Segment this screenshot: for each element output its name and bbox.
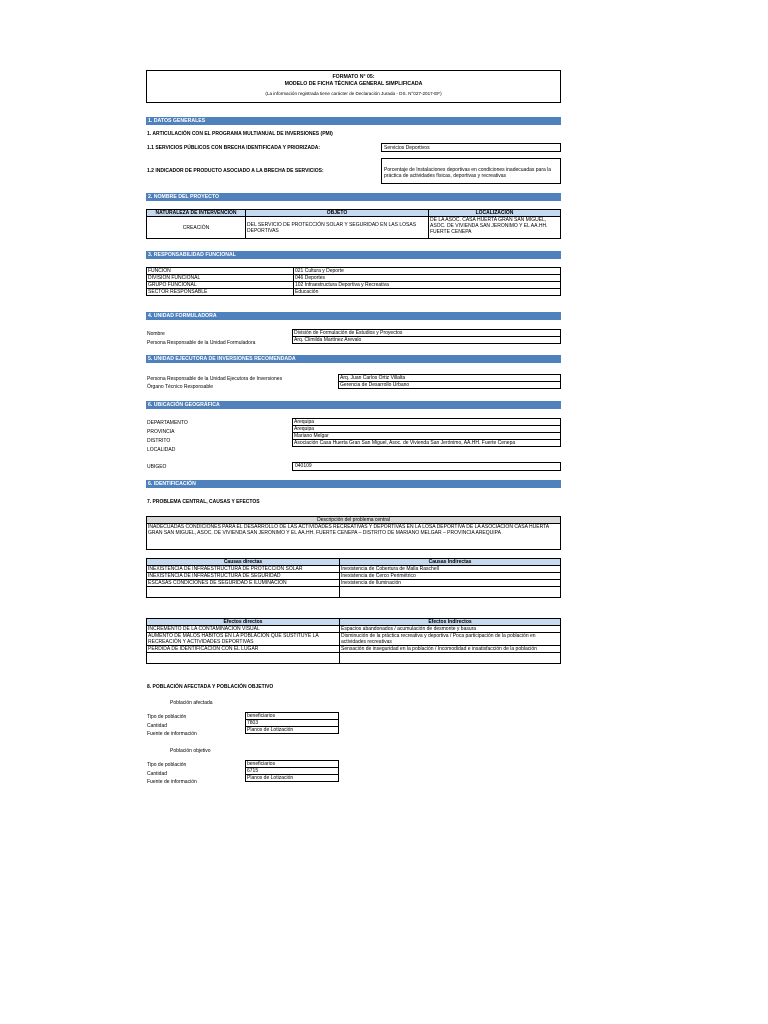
modelo-title: MODELO DE FICHA TÉCNICA GENERAL SIMPLIFICADA <box>284 81 423 87</box>
uf-nombre-label: Nombre <box>147 331 165 337</box>
departamento-value: Arequipa <box>293 419 561 426</box>
grupo-label: GRUPO FUNCIONAL <box>147 282 294 289</box>
efectos-directos-header: Efectos directos <box>147 619 340 626</box>
section-nombre-proyecto: 2. NOMBRE DEL PROYECTO <box>146 193 561 201</box>
servicios-value: Servicios Deportivos <box>381 143 561 152</box>
afectada-cantidad-label: Cantidad <box>147 723 168 729</box>
ubicacion-table <box>292 418 561 447</box>
declaracion-note: (La información registrada tiene carácter de Declaración Jurada - DS. N°027-2017-EF) <box>265 91 442 96</box>
efecto-indirecto-4 <box>340 653 561 664</box>
section-unidad-ejecutora: 5. UNIDAD EJECUTORA DE INVERSIONES RECOMENDADA <box>146 355 561 363</box>
efecto-directo-3: PERDIDA DE IDENTIFICACIÓN CON EL LUGAR <box>147 646 340 653</box>
problema-table <box>146 516 561 550</box>
funcion-label: FUNCIÓN <box>147 268 294 275</box>
section-responsabilidad: 3. RESPONSABILIDAD FUNCIONAL <box>146 251 561 259</box>
provincia-label: PROVINCIA <box>147 429 175 435</box>
causa-indirecta-1: Inexistencia de Cobertura de Malla Raschell <box>340 566 561 573</box>
ue-org-value: Gerencia de Desarrollo Urbano <box>339 382 561 389</box>
afectada-cantidad-value: 7803 <box>246 720 339 727</box>
uf-nombre-value: División de Formulación de Estudios y Proyectos <box>293 330 561 337</box>
sector-label: SECTOR RESPONSABLE <box>147 289 294 296</box>
afectada-tipo-value: beneficiarios <box>246 713 339 720</box>
objetivo-cantidad-value: 6715 <box>246 768 339 775</box>
efecto-indirecto-2: Disminución de la práctica recreativa y deportiva / Poca participación de la población en actividades recreativas <box>340 633 561 646</box>
objetivo-tipo-value: beneficiarios <box>246 761 339 768</box>
problema-desc: INADECUADAS CONDICIONES PARA EL DESARROLLO DE LAS ACTIVIDADES RECREATIVAS Y DEPORTIVAS EN LA LOSA DEPORTIVA DE LA ASOCIACIÓN CASA HUERTA GRAN SAN MIGUEL, ASOC. DE VIVIENDA SAN JERONIMO Y EL AA.HH. FUERTE CENEPA – DISTRITO DE MARIANO MELGAR – PROVINCIA AREQUIPA <box>147 524 561 550</box>
afectada-tipo-label: Tipo de población <box>147 714 187 720</box>
efecto-indirecto-1: Espacios abandonados / acumulación de desmonte y basura <box>340 626 561 633</box>
uf-resp-value: Arq. Climilda Martínez Arevalo <box>293 337 561 344</box>
nombre-proyecto-table <box>146 209 561 239</box>
servicios-label: 1.1 SERVICIOS PÚBLICOS CON BRECHA IDENTIFICADA Y PRIORIZADA: <box>147 145 320 151</box>
efecto-directo-1: INCREMENTO DE LA CONTAMINACIÓN VISUAL <box>147 626 340 633</box>
causas-directas-header: Causas directas <box>147 559 340 566</box>
afectada-fuente-value: Planos de Lotización <box>246 727 339 734</box>
localidad-value: Asociación Casa Huerta Gran San Miguel, Asoc. de Vivienda San Jerónimo, AA.HH. Fuerte Cenepa <box>293 440 561 447</box>
funcion-value: 021 Cultura y Deporte <box>294 268 561 275</box>
causa-directa-1: INEXISTENCIA DE INFRAESTRUCTURA DE PROTECCIÓN SOLAR <box>147 566 340 573</box>
efecto-indirecto-3: Sensación de inseguridad en la población / Incomodidad e insatisfacción de la población <box>340 646 561 653</box>
pmi-heading: 1. ARTICULACIÓN CON EL PROGRAMA MULTIANUAL DE INVERSIONES (PMI) <box>147 131 333 137</box>
efectos-indirectos-header: Efectos Indirectos <box>340 619 561 626</box>
poblacion-objetivo-table <box>245 760 339 782</box>
objetivo-fuente-label: Fuente de información <box>147 779 197 785</box>
poblacion-afectada-title: Población afectada <box>170 700 213 706</box>
form-header-box <box>146 70 561 103</box>
objetivo-tipo-label: Tipo de población <box>147 762 187 768</box>
efectos-table <box>146 618 561 664</box>
header-naturaleza: NATURALEZA DE INTERVENCION <box>147 210 246 217</box>
section-identificacion: 6. IDENTIFICACIÓN <box>146 480 561 488</box>
distrito-label: DISTRITO <box>147 438 171 444</box>
causa-directa-2: INEXISTENCIA DE INFRAESTRUCTURA DE SEGURIDAD <box>147 573 340 580</box>
causa-directa-4 <box>147 587 340 598</box>
division-label: DIVISIÓN FUNCIONAL <box>147 275 294 282</box>
causas-indirectas-header: Causas Indirectas <box>340 559 561 566</box>
header-objeto: OBJETO <box>246 210 429 217</box>
causa-indirecta-3: Inexistencia de Iluminación <box>340 580 561 587</box>
causa-indirecta-2: Inexistencia de Cerco Perimétrico <box>340 573 561 580</box>
localidad-label: LOCALIDAD <box>147 447 176 453</box>
distrito-value: Mariano Melgar <box>293 433 561 440</box>
objetivo-cantidad-label: Cantidad <box>147 771 168 777</box>
header-localizacion: LOCALIZACION <box>429 210 561 217</box>
afectada-fuente-label: Fuente de información <box>147 731 197 737</box>
indicador-value: Porcentaje de Instalaciones deportivas en condiciones inadecuadas para la práctica de actividades físicas, deportivas y recreativas <box>381 158 561 184</box>
uf-resp-label: Persona Responsable de la Unidad Formuladora <box>147 340 256 346</box>
objetivo-fuente-value: Planos de Lotización <box>246 775 339 782</box>
section-unidad-formuladora: 4. UNIDAD FORMULADORA <box>146 312 561 320</box>
localizacion-value: DE LA ASOC. CASA HUERTA GRAN SAN MIGUEL, ASOC. DE VIVIENDA SAN JERONIMO Y EL AA.HH. FUERTE CENEPA <box>429 217 561 239</box>
division-value: 046 Deportes <box>294 275 561 282</box>
efecto-directo-4 <box>147 653 340 664</box>
departamento-label: DEPARTAMENTO <box>147 420 188 426</box>
sector-value: Educación <box>294 289 561 296</box>
grupo-value: 102 Infraestructura Deportiva y Recreativa <box>294 282 561 289</box>
poblacion-heading: 8. POBLACIÓN AFECTADA Y POBLACIÓN OBJETIVO <box>147 684 274 690</box>
causas-table <box>146 558 561 598</box>
poblacion-objetivo-title: Población objetivo <box>170 748 211 754</box>
unidad-formuladora-table <box>292 329 561 344</box>
unidad-ejecutora-table <box>338 374 561 389</box>
objeto-value: DEL SERVICIO DE PROTECCIÓN SOLAR Y SEGURIDAD EN LAS LOSAS DEPORTIVAS <box>246 217 429 239</box>
provincia-value: Arequipa <box>293 426 561 433</box>
problema-heading: 7. PROBLEMA CENTRAL, CAUSAS Y EFECTOS <box>147 499 260 505</box>
ubigeo-label: UBIGEO <box>147 464 167 470</box>
section-datos-generales: 1. DATOS GENERALES <box>146 117 561 125</box>
causa-indirecta-4 <box>340 587 561 598</box>
responsabilidad-table <box>146 267 561 296</box>
formato-title: FORMATO N° 05: <box>332 74 375 80</box>
ue-resp-label: Persona Responsable de la Unidad Ejecutora de Inversiones <box>147 376 283 382</box>
section-ubicacion: 6. UBICACIÓN GEOGRÁFICA <box>146 401 561 409</box>
problema-header: Descripción del problema central <box>147 517 561 524</box>
ue-org-label: Órgano Técnico Responsable <box>147 384 214 390</box>
efecto-directo-2: AUMENTO DE MALOS HÁBITOS EN LA POBLACIÓN QUE SUSTITUYE LA RECREACIÓN Y ACTIVIDADES DEPORTIVAS <box>147 633 340 646</box>
indicador-label: 1.2 INDICADOR DE PRODUCTO ASOCIADO A LA BRECHA DE SERVICIOS: <box>147 168 324 174</box>
ue-resp-value: Arq. Juan Carlos Ortiz Villalta <box>339 375 561 382</box>
ubigeo-value: 040109 <box>292 462 561 471</box>
naturaleza-value: CREACIÓN <box>147 217 246 239</box>
causa-directa-3: ESCASAS CONDICIONES DE SEGURIDAD E ILUMINACIÓN <box>147 580 340 587</box>
poblacion-afectada-table <box>245 712 339 734</box>
